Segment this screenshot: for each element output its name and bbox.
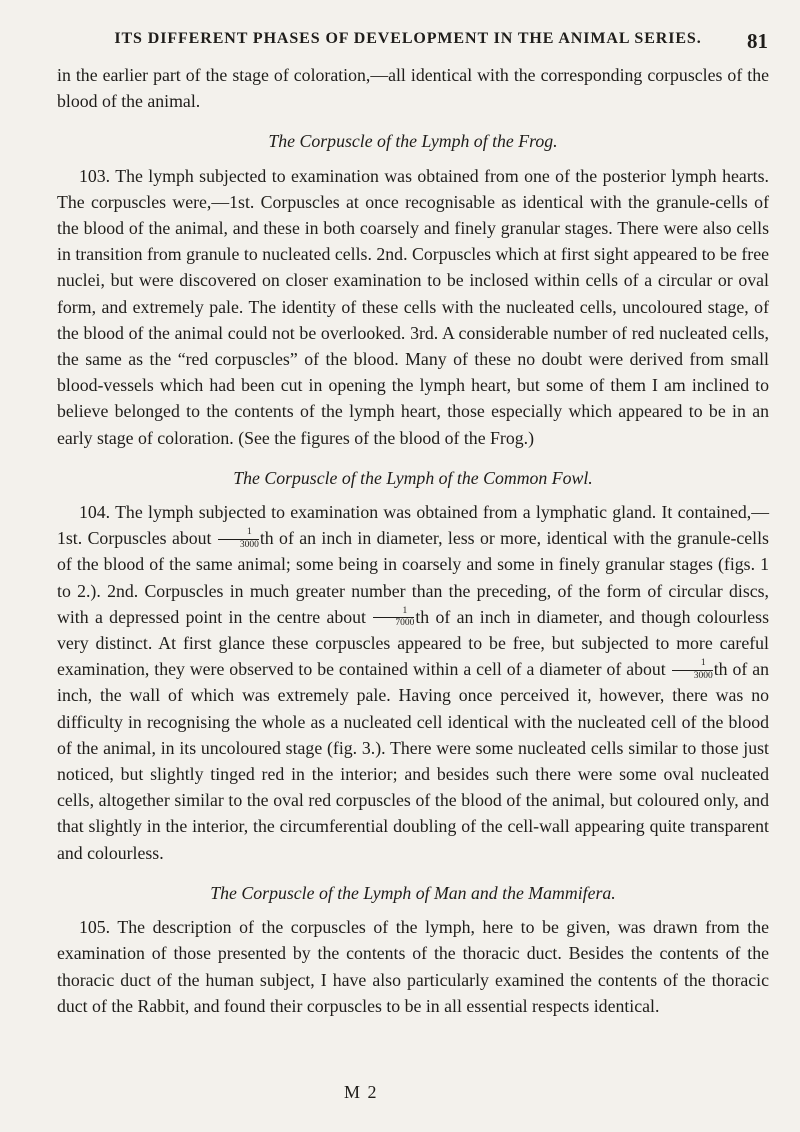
frog-heading: The Corpuscle of the Lymph of the Frog. [268, 131, 558, 152]
man-heading: The Corpuscle of the Lymph of Man and the Mammifera. [210, 882, 616, 903]
fowl-paragraph-part-3: th of an inch in diameter, and though colourless very distinct. At first glance these corpuscles appeared to be free, but subjected to more careful examination, they were observed to be contained within a cell of a diameter of about [57, 606, 769, 680]
intro-paragraph: in the earlier part of the stage of coloration,—all identical with the corresponding corpuscles of the blood of the animal. [57, 65, 769, 112]
page-number: 81 [747, 29, 768, 53]
fraction-one-seven-thousandth [373, 607, 414, 629]
fraction-numerator: 1 [373, 607, 414, 619]
fraction-one-three-thousandth [218, 528, 259, 550]
fraction-denominator: 7000 [395, 618, 415, 629]
man-paragraph: 105. The description of the corpuscles of the lymph, here to be given, was drawn from the examination of those presented by the contents of the thoracic duct. Besides the contents of the thoracic duct of the human subject, I have also particularly examined the contents of the thoracic duct of the Rabbit, and found their corpuscles to be in all essential respects identical. [57, 917, 769, 1016]
fowl-paragraph-part-2: th of an inch in diameter, less or more, identical with the granule-cells of the blood of the same animal; some being in coarsely and some in finely granular stages (figs. 1 to 2.). 2nd. Corpuscles in much greater number than the preceding, of the form of circular discs, with a depressed point in the centre about [57, 528, 769, 627]
fraction-numerator: 1 [672, 659, 713, 671]
fowl-heading: The Corpuscle of the Lymph of the Common Fowl. [233, 467, 593, 488]
body-text [57, 62, 769, 1019]
fowl-paragraph-part-4: th of an inch, the wall of which was extremely pale. Having once perceived it, however, there was no difficulty in recognising the whole as a nucleated cell identical with the nucleated cell of the blood of the animal, in its uncoloured stage (fig. 3.). There were some nucleated cells similar to those just noticed, but slightly tinged red in the interior; and besides such there were some oval nucleated cells, altogether similar to the oval red corpuscles of the blood of the animal, but coloured only, and that slightly in the interior, the circumferential doubling of the cell-wall appearing quite transparent and colourless. [57, 659, 769, 863]
fraction-denominator: 3000 [239, 539, 259, 550]
fraction-numerator: 1 [218, 528, 259, 540]
fraction-denominator: 3000 [693, 670, 713, 681]
fowl-paragraph [57, 499, 769, 866]
running-head [88, 30, 768, 54]
frog-paragraph: 103. The lymph subjected to examination was obtained from one of the posterior lymph hearts. The corpuscles were,—1st. Corpuscles at once recognisable as identical with the granule-cells of the blood of the animal, and these in both coarsely and finely granular stages. There were also cells in transition from granule to nucleated cells. 2nd. Corpuscles which at first sight appeared to be free nuclei, but were discovered on closer examination to be inclosed within cells of a circular or oval form, and extremely pale. The identity of these cells with the nucleated cells, uncoloured stage, of the blood of the animal could not be overlooked. 3rd. A considerable number of red nucleated cells, the same as the “red corpuscles” of the blood. Many of these no doubt were derived from small blood-vessels which had been cut in opening the lymph heart, but some of them I am inclined to believe belonged to the contents of the lymph heart, those especially which appeared to be in an early stage of coloration. (See the figures of the blood of the Frog.) [57, 165, 769, 448]
fowl-paragraph-part-1: 104. The lymph subjected to examination was obtained from a lymphatic gland. It contained,—1st. Corpuscles about [57, 502, 769, 549]
signature-mark: M 2 [344, 1082, 379, 1102]
running-title: ITS DIFFERENT PHASES OF DEVELOPMENT IN THE ANIMAL SERIES. [114, 30, 702, 47]
fraction-one-three-thousandth-second [672, 659, 713, 681]
